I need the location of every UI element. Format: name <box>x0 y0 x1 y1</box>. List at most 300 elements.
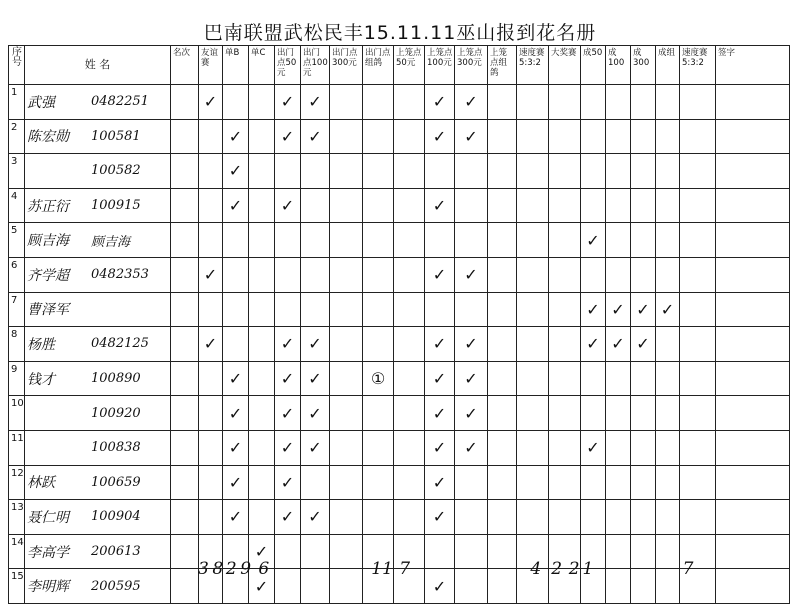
name-cell <box>25 257 171 292</box>
member-number: 100838 <box>91 440 141 456</box>
empty-cell <box>631 430 656 465</box>
empty-cell <box>223 257 249 292</box>
empty-cell <box>549 188 581 223</box>
empty-cell <box>455 188 488 223</box>
empty-cell <box>199 119 223 154</box>
member-number: 100890 <box>91 371 141 387</box>
empty-cell <box>488 188 517 223</box>
member-name: 武强 <box>27 94 55 111</box>
empty-cell <box>549 361 581 396</box>
empty-cell <box>680 154 716 189</box>
empty-cell <box>249 361 275 396</box>
check-mark: ✓ <box>606 292 631 327</box>
empty-cell <box>330 430 363 465</box>
empty-cell <box>330 119 363 154</box>
check-mark: ✓ <box>275 85 301 120</box>
empty-cell <box>363 119 394 154</box>
table-row <box>9 430 790 465</box>
empty-cell <box>716 569 790 604</box>
empty-cell <box>199 154 223 189</box>
check-mark: ✓ <box>301 500 330 535</box>
member-name: 聂仁明 <box>27 509 69 526</box>
table-row <box>9 465 790 500</box>
empty-cell <box>606 500 631 535</box>
empty-cell <box>394 85 425 120</box>
empty-cell <box>606 361 631 396</box>
check-mark: ✓ <box>199 85 223 120</box>
check-mark: ① <box>363 361 394 396</box>
empty-cell <box>171 534 199 569</box>
row-number: 6 <box>9 257 25 292</box>
empty-cell <box>517 85 549 120</box>
empty-cell <box>249 223 275 258</box>
table-row <box>9 154 790 189</box>
empty-cell <box>517 361 549 396</box>
empty-cell <box>455 465 488 500</box>
member-number: 0482251 <box>91 94 149 110</box>
empty-cell <box>517 396 549 431</box>
empty-cell <box>249 154 275 189</box>
empty-cell <box>549 396 581 431</box>
check-mark: ✓ <box>581 223 606 258</box>
table-row <box>9 500 790 535</box>
empty-cell <box>488 154 517 189</box>
empty-cell <box>330 465 363 500</box>
empty-cell <box>581 465 606 500</box>
empty-cell <box>488 500 517 535</box>
member-number: 顾吉海 <box>91 234 131 250</box>
handwritten-total: 3 <box>198 559 209 579</box>
empty-cell <box>606 534 631 569</box>
name-cell <box>25 188 171 223</box>
handwritten-total: 2 <box>551 559 563 579</box>
header-cell: 速度赛5:3:2 <box>680 46 716 85</box>
empty-cell <box>517 292 549 327</box>
check-mark: ✓ <box>275 327 301 362</box>
row-number: 9 <box>9 361 25 396</box>
empty-cell <box>455 534 488 569</box>
empty-cell <box>394 154 425 189</box>
check-mark: ✓ <box>223 396 249 431</box>
empty-cell <box>606 154 631 189</box>
empty-cell <box>631 223 656 258</box>
row-number: 1 <box>9 85 25 120</box>
empty-cell <box>488 430 517 465</box>
check-mark: ✓ <box>301 119 330 154</box>
header-cell: 速度赛5:3:2 <box>517 46 549 85</box>
check-mark: ✓ <box>425 257 455 292</box>
name-cell <box>25 500 171 535</box>
empty-cell <box>171 396 199 431</box>
row-number: 13 <box>9 500 25 535</box>
empty-cell <box>656 154 680 189</box>
name-cell <box>25 85 171 120</box>
empty-cell <box>330 396 363 431</box>
empty-cell <box>517 223 549 258</box>
header-cell: 单C <box>249 46 275 85</box>
header-cell: 上笼点50元 <box>394 46 425 85</box>
empty-cell <box>656 188 680 223</box>
empty-cell <box>581 154 606 189</box>
empty-cell <box>549 430 581 465</box>
empty-cell <box>517 257 549 292</box>
empty-cell <box>394 361 425 396</box>
empty-cell <box>656 119 680 154</box>
empty-cell <box>680 465 716 500</box>
empty-cell <box>631 257 656 292</box>
empty-cell <box>275 292 301 327</box>
empty-cell <box>249 465 275 500</box>
header-cell: 上笼点组鸽 <box>488 46 517 85</box>
table-row <box>9 292 790 327</box>
empty-cell <box>171 465 199 500</box>
member-name: 齐学超 <box>27 267 69 284</box>
empty-cell <box>363 500 394 535</box>
empty-cell <box>301 223 330 258</box>
check-mark: ✓ <box>223 430 249 465</box>
member-name: 杨胜 <box>27 336 55 353</box>
empty-cell <box>171 500 199 535</box>
empty-cell <box>394 119 425 154</box>
check-mark: ✓ <box>275 188 301 223</box>
empty-cell <box>394 257 425 292</box>
empty-cell <box>199 223 223 258</box>
empty-cell <box>680 361 716 396</box>
check-mark: ✓ <box>425 327 455 362</box>
check-mark: ✓ <box>425 396 455 431</box>
table-row <box>9 327 790 362</box>
check-mark: ✓ <box>455 430 488 465</box>
empty-cell <box>716 223 790 258</box>
empty-cell <box>171 119 199 154</box>
name-cell <box>25 154 171 189</box>
empty-cell <box>656 327 680 362</box>
empty-cell <box>223 223 249 258</box>
empty-cell <box>631 188 656 223</box>
empty-cell <box>631 119 656 154</box>
empty-cell <box>549 223 581 258</box>
empty-cell <box>656 396 680 431</box>
empty-cell <box>425 223 455 258</box>
member-name: 陈宏勋 <box>27 129 69 146</box>
empty-cell <box>606 119 631 154</box>
check-mark: ✓ <box>223 500 249 535</box>
check-mark: ✓ <box>455 119 488 154</box>
empty-cell <box>171 257 199 292</box>
empty-cell <box>171 361 199 396</box>
member-number: 0482125 <box>91 336 149 352</box>
empty-cell <box>606 85 631 120</box>
empty-cell <box>488 85 517 120</box>
row-number: 11 <box>9 430 25 465</box>
empty-cell <box>275 534 301 569</box>
empty-cell <box>330 292 363 327</box>
check-mark: ✓ <box>656 292 680 327</box>
empty-cell <box>363 223 394 258</box>
member-number: 100582 <box>91 163 141 179</box>
empty-cell <box>656 500 680 535</box>
header-cell: 签字 <box>716 46 790 85</box>
empty-cell <box>581 500 606 535</box>
check-mark: ✓ <box>275 396 301 431</box>
empty-cell <box>716 430 790 465</box>
empty-cell <box>680 188 716 223</box>
empty-cell <box>301 154 330 189</box>
empty-cell <box>223 85 249 120</box>
header-cell: 上笼点100元 <box>425 46 455 85</box>
empty-cell <box>631 396 656 431</box>
check-mark: ✓ <box>275 465 301 500</box>
row-number: 10 <box>9 396 25 431</box>
empty-cell <box>606 223 631 258</box>
header-cell: 成300 <box>631 46 656 85</box>
row-number: 7 <box>9 292 25 327</box>
handwritten-total: 7 <box>682 559 694 579</box>
header-cell: 出门点300元 <box>330 46 363 85</box>
handwritten-total: 1 <box>582 559 594 579</box>
empty-cell <box>199 465 223 500</box>
check-mark: ✓ <box>606 327 631 362</box>
empty-cell <box>631 361 656 396</box>
handwritten-total: 9 <box>240 559 252 579</box>
row-number: 5 <box>9 223 25 258</box>
empty-cell <box>517 327 549 362</box>
sheet-title: 巴南联盟武松民丰15.11.11巫山报到花名册 <box>203 22 597 44</box>
empty-cell <box>275 569 301 604</box>
empty-cell <box>581 361 606 396</box>
empty-cell <box>606 257 631 292</box>
empty-cell <box>394 292 425 327</box>
handwritten-total: 6 <box>258 559 270 579</box>
empty-cell <box>249 119 275 154</box>
empty-cell <box>363 327 394 362</box>
empty-cell <box>301 465 330 500</box>
empty-cell <box>425 154 455 189</box>
table-row <box>9 85 790 120</box>
handwritten-total: 4 <box>530 559 542 579</box>
empty-cell <box>199 500 223 535</box>
table-row <box>9 223 790 258</box>
empty-cell <box>517 119 549 154</box>
empty-cell <box>680 119 716 154</box>
check-mark: ✓ <box>199 257 223 292</box>
empty-cell <box>199 188 223 223</box>
name-cell <box>25 223 171 258</box>
empty-cell <box>680 430 716 465</box>
empty-cell <box>223 327 249 362</box>
empty-cell <box>656 257 680 292</box>
header-cell: 名次 <box>171 46 199 85</box>
empty-cell <box>656 569 680 604</box>
check-mark: ✓ <box>301 396 330 431</box>
name-cell <box>25 396 171 431</box>
empty-cell <box>549 119 581 154</box>
check-mark: ✓ <box>223 465 249 500</box>
empty-cell <box>301 569 330 604</box>
empty-cell <box>363 154 394 189</box>
header-cell: 成组 <box>656 46 680 85</box>
empty-cell <box>680 396 716 431</box>
member-name: 顾吉海 <box>27 233 69 250</box>
empty-cell <box>363 188 394 223</box>
check-mark: ✓ <box>581 292 606 327</box>
check-mark: ✓ <box>301 327 330 362</box>
empty-cell <box>249 396 275 431</box>
empty-cell <box>223 292 249 327</box>
empty-cell <box>517 465 549 500</box>
empty-cell <box>656 465 680 500</box>
empty-cell <box>363 396 394 431</box>
empty-cell <box>606 465 631 500</box>
empty-cell <box>249 85 275 120</box>
check-mark: ✓ <box>223 188 249 223</box>
check-mark: ✓ <box>275 361 301 396</box>
empty-cell <box>581 119 606 154</box>
member-number: 100581 <box>91 128 141 144</box>
empty-cell <box>716 465 790 500</box>
check-mark: ✓ <box>455 396 488 431</box>
empty-cell <box>656 361 680 396</box>
empty-cell <box>455 292 488 327</box>
header-cell: 姓 名 <box>25 46 171 85</box>
empty-cell <box>656 85 680 120</box>
empty-cell <box>330 534 363 569</box>
empty-cell <box>394 500 425 535</box>
check-mark: ✓ <box>249 534 275 569</box>
check-mark: ✓ <box>425 500 455 535</box>
empty-cell <box>249 430 275 465</box>
name-cell <box>25 292 171 327</box>
empty-cell <box>716 500 790 535</box>
empty-cell <box>581 396 606 431</box>
handwritten-total: 2 <box>568 559 580 579</box>
name-cell <box>25 465 171 500</box>
table-row <box>9 188 790 223</box>
empty-cell <box>517 430 549 465</box>
empty-cell <box>330 500 363 535</box>
empty-cell <box>716 257 790 292</box>
member-name: 钱才 <box>27 371 55 388</box>
row-number: 2 <box>9 119 25 154</box>
empty-cell <box>275 223 301 258</box>
empty-cell <box>517 154 549 189</box>
empty-cell <box>171 569 199 604</box>
handwritten-total: 2 <box>225 559 237 579</box>
empty-cell <box>330 223 363 258</box>
check-mark: ✓ <box>301 430 330 465</box>
empty-cell <box>363 85 394 120</box>
empty-cell <box>716 119 790 154</box>
member-number: 200613 <box>91 544 141 560</box>
empty-cell <box>488 465 517 500</box>
empty-cell <box>425 534 455 569</box>
check-mark: ✓ <box>275 500 301 535</box>
empty-cell <box>455 154 488 189</box>
member-number: 100659 <box>91 474 141 490</box>
check-mark: ✓ <box>455 327 488 362</box>
handwritten-total: 8 <box>212 559 224 579</box>
handwritten-total: 7 <box>399 559 411 579</box>
row-number: 14 <box>9 534 25 569</box>
empty-cell <box>680 327 716 362</box>
empty-cell <box>488 396 517 431</box>
check-mark: ✓ <box>455 85 488 120</box>
empty-cell <box>171 85 199 120</box>
empty-cell <box>330 361 363 396</box>
empty-cell <box>488 361 517 396</box>
check-mark: ✓ <box>425 119 455 154</box>
empty-cell <box>249 292 275 327</box>
empty-cell <box>606 188 631 223</box>
empty-cell <box>549 500 581 535</box>
check-mark: ✓ <box>223 154 249 189</box>
empty-cell <box>363 292 394 327</box>
empty-cell <box>606 396 631 431</box>
empty-cell <box>581 188 606 223</box>
member-number: 200595 <box>91 578 141 594</box>
empty-cell <box>549 292 581 327</box>
empty-cell <box>581 257 606 292</box>
handwritten-total: 11 <box>371 559 393 579</box>
empty-cell <box>680 500 716 535</box>
member-number: 100920 <box>91 405 141 421</box>
empty-cell <box>330 85 363 120</box>
empty-cell <box>394 223 425 258</box>
empty-cell <box>363 430 394 465</box>
check-mark: ✓ <box>581 327 606 362</box>
header-cell: 单B <box>223 46 249 85</box>
header-cell: 出门点100元 <box>301 46 330 85</box>
empty-cell <box>455 223 488 258</box>
empty-cell <box>330 188 363 223</box>
empty-cell <box>394 430 425 465</box>
empty-cell <box>171 292 199 327</box>
empty-cell <box>394 465 425 500</box>
empty-cell <box>631 465 656 500</box>
empty-cell <box>716 327 790 362</box>
empty-cell <box>301 534 330 569</box>
check-mark: ✓ <box>301 361 330 396</box>
row-number: 15 <box>9 569 25 604</box>
empty-cell <box>631 569 656 604</box>
empty-cell <box>249 327 275 362</box>
empty-cell <box>363 465 394 500</box>
empty-cell <box>716 292 790 327</box>
header-cell: 成50 <box>581 46 606 85</box>
check-mark: ✓ <box>275 119 301 154</box>
table-body <box>9 85 790 604</box>
empty-cell <box>680 292 716 327</box>
table-row <box>9 396 790 431</box>
empty-cell <box>549 85 581 120</box>
empty-cell <box>656 223 680 258</box>
empty-cell <box>249 500 275 535</box>
name-cell <box>25 534 171 569</box>
header-cell: 成100 <box>606 46 631 85</box>
empty-cell <box>656 430 680 465</box>
empty-cell <box>455 500 488 535</box>
member-name: 林跃 <box>27 475 55 492</box>
empty-cell <box>631 534 656 569</box>
empty-cell <box>716 85 790 120</box>
empty-cell <box>301 257 330 292</box>
empty-cell <box>199 361 223 396</box>
name-cell <box>25 327 171 362</box>
empty-cell <box>488 534 517 569</box>
empty-cell <box>171 430 199 465</box>
empty-cell <box>631 85 656 120</box>
empty-cell <box>488 327 517 362</box>
